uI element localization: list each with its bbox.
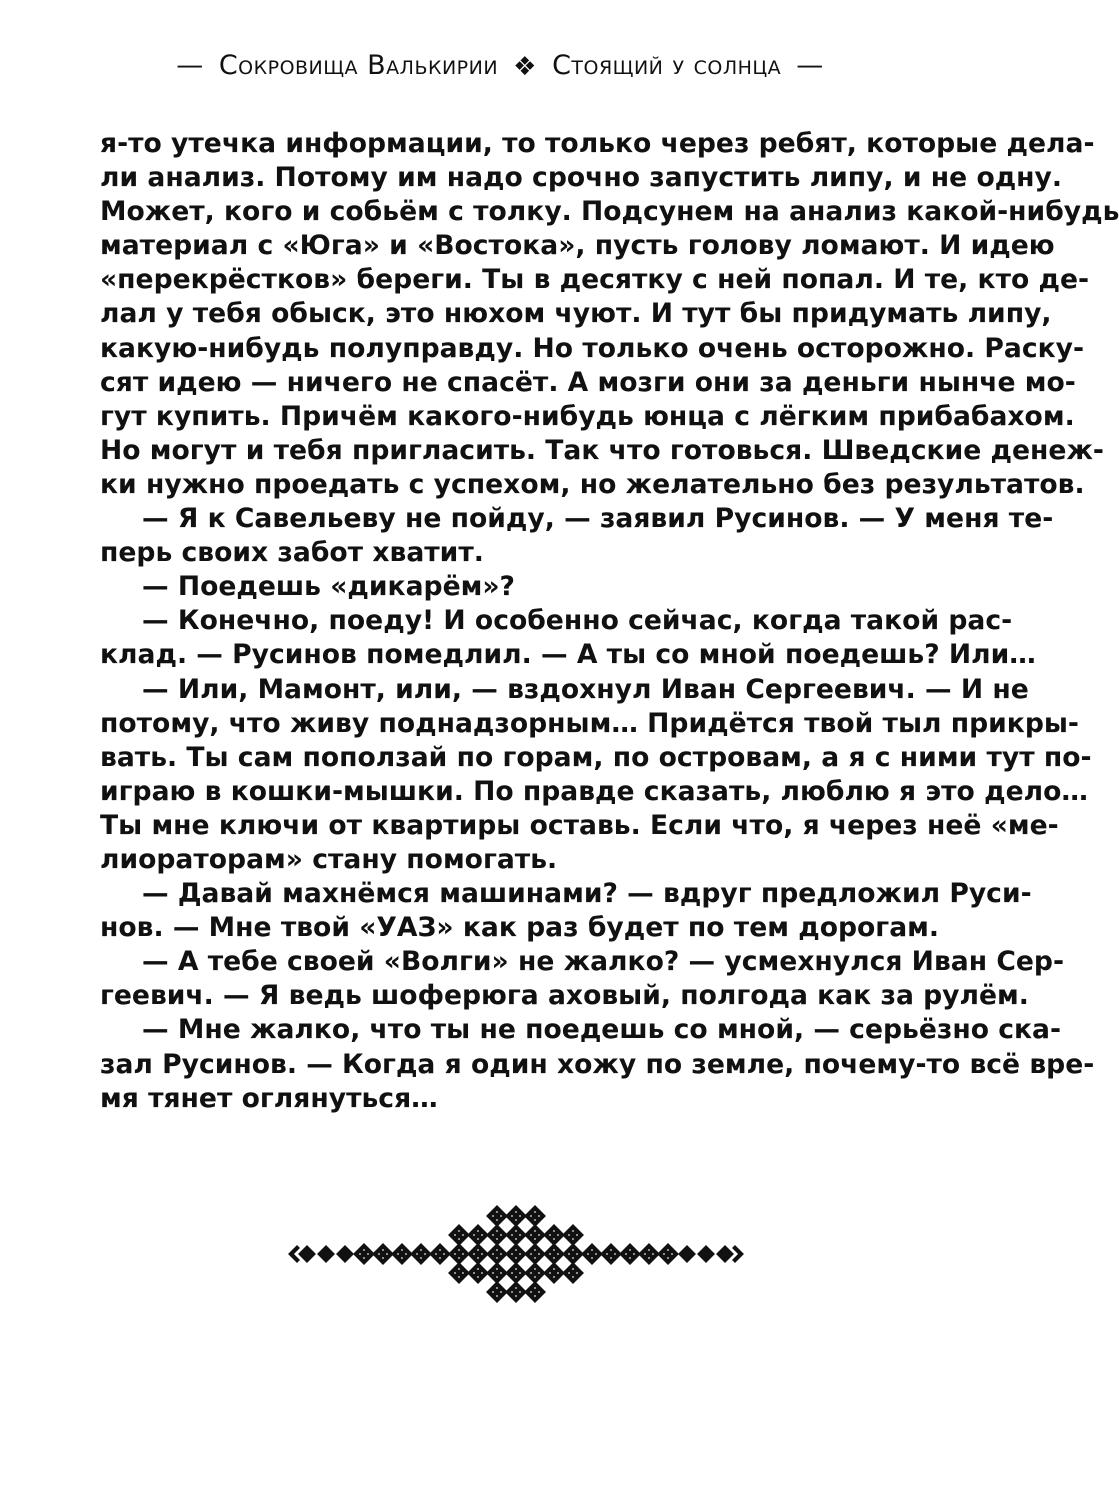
knot-motif	[508, 1265, 524, 1281]
text-line: мя тянет оглянуться…	[100, 1082, 438, 1114]
text-line: Но могут и тебя пригласить. Так что готовься. Шведские денеж-	[100, 434, 1104, 466]
text-line: — Давай махнёмся машинами? — вдруг предложил Руси-	[142, 878, 1032, 910]
text-line: зал Русинов. — Когда я один хожу по земле, почему-то всё вре-	[100, 1048, 1095, 1080]
text-line: нов. — Мне твой «УАЗ» как раз будет по тем дорогам.	[100, 912, 939, 944]
knot-motif	[301, 1248, 313, 1260]
knot-motif	[527, 1265, 543, 1281]
knot-motif	[451, 1227, 467, 1243]
text-line: какую-нибудь полуправду. Но только очень осторожно. Раску-	[100, 332, 1085, 364]
knot-motif	[527, 1284, 543, 1300]
knot-motif	[508, 1227, 524, 1243]
knot-motif	[489, 1284, 505, 1300]
knot-motif	[489, 1208, 505, 1224]
text-line: гут купить. Причём какого-нибудь юнца с лёгким прибабахом.	[100, 400, 1075, 432]
body-text	[100, 127, 1119, 1116]
part-title: Стоящий у солнца	[552, 50, 782, 81]
knot-motif	[489, 1246, 505, 1262]
text-line: материал с «Юга» и «Востока», пусть голову ломают. И идею	[100, 230, 1055, 262]
text-line: — Конечно, поеду! И особенно сейчас, когда такой рас-	[142, 605, 1013, 637]
knot-motif	[546, 1265, 562, 1281]
knot-motif	[660, 1246, 676, 1262]
knot-motif	[451, 1246, 467, 1262]
knot-motif	[565, 1265, 581, 1281]
knot-motif	[470, 1227, 486, 1243]
knot-motif	[527, 1208, 543, 1224]
knot-motif	[451, 1265, 467, 1281]
knot-motif	[700, 1248, 712, 1260]
knot-motif	[508, 1246, 524, 1262]
knot-motif	[584, 1246, 600, 1262]
text-line: лал у тебя обыск, это нюхом чуют. И тут бы придумать липу,	[100, 298, 1052, 330]
knot-motif	[339, 1248, 351, 1260]
text-line: — Или, Мамонт, или, — вздохнул Иван Сергеевич. — И не	[142, 673, 1029, 705]
knot-motif	[508, 1208, 524, 1224]
text-line: ли анализ. Потому им надо срочно запустить липу, и не одну.	[100, 162, 1062, 194]
text-line: — Мне жалко, что ты не поедешь со мной, — серьёзно ска-	[142, 1014, 1062, 1046]
running-header	[0, 50, 1000, 81]
knot-motif	[394, 1246, 410, 1262]
text-line: геевич. — Я ведь шоферюга аховый, полгода как за рулём.	[100, 980, 1029, 1012]
knot-motif	[527, 1227, 543, 1243]
knot-motif	[546, 1227, 562, 1243]
knot-motif	[565, 1227, 581, 1243]
text-line: — Поедешь «дикарём»?	[142, 571, 515, 603]
header-right-dash: —	[796, 50, 824, 81]
knot-motif	[413, 1246, 429, 1262]
text-line: лиораторам» стану помогать.	[100, 843, 558, 875]
knot-motif	[641, 1246, 657, 1262]
knot-motif	[489, 1265, 505, 1281]
knot-motif	[565, 1246, 581, 1262]
text-line: сят идею — ничего не спасёт. А мозги они за деньги нынче мо-	[100, 366, 1076, 398]
knot-motif	[719, 1248, 731, 1260]
knot-motif	[432, 1246, 448, 1262]
book-title: Сокровища Валькирии	[218, 50, 499, 81]
knot-motif	[320, 1248, 332, 1260]
text-line: вать. Ты сам поползай по горам, по островам, а я с ними тут по-	[100, 741, 1092, 773]
knot-motif	[356, 1246, 372, 1262]
text-line: клад. — Русинов помедлил. — А ты со мной поедешь? Или…	[100, 639, 1036, 671]
knot-motif	[375, 1246, 391, 1262]
text-line: потому, что живу поднадзорным… Придётся твой тыл прикры-	[100, 707, 1079, 739]
text-line: играю в кошки-мышки. По правде сказать, люблю я это дело…	[100, 775, 1088, 807]
text-line: Ты мне ключи от квартиры оставь. Если что, я через неё «ме-	[100, 809, 1059, 841]
knot-end-hook	[291, 1248, 297, 1260]
knot-motif	[681, 1248, 693, 1260]
knot-motif	[603, 1246, 619, 1262]
knot-motif	[527, 1246, 543, 1262]
header-separator-icon: ❖	[513, 52, 537, 82]
text-line: я-то утечка информации, то только через ребят, которые дела-	[100, 128, 1095, 159]
knot-motif	[470, 1246, 486, 1262]
knot-motif	[508, 1284, 524, 1300]
text-line: «перекрёстков» береги. Ты в десятку с ней попал. И те, кто де-	[100, 264, 1090, 296]
knot-motif	[622, 1246, 638, 1262]
knot-ornament-icon	[296, 1197, 736, 1311]
header-left-dash: —	[176, 50, 204, 81]
text-line: — Я к Савельеву не пойду, — заявил Русинов. — У меня те-	[142, 503, 1054, 535]
text-line: ки нужно проедать с успехом, но желательно без результатов.	[100, 468, 1085, 500]
knot-motif	[489, 1227, 505, 1243]
text-line: — А тебе своей «Волги» не жалко? — усмехнулся Иван Сер-	[142, 946, 1064, 978]
knot-motif	[546, 1246, 562, 1262]
knot-motif	[470, 1265, 486, 1281]
knot-end-hook	[735, 1248, 741, 1260]
text-line: перь своих забот хватит.	[100, 537, 484, 569]
text-line: Может, кого и собьём с толку. Подсунем на анализ какой-нибудь	[100, 196, 1119, 228]
